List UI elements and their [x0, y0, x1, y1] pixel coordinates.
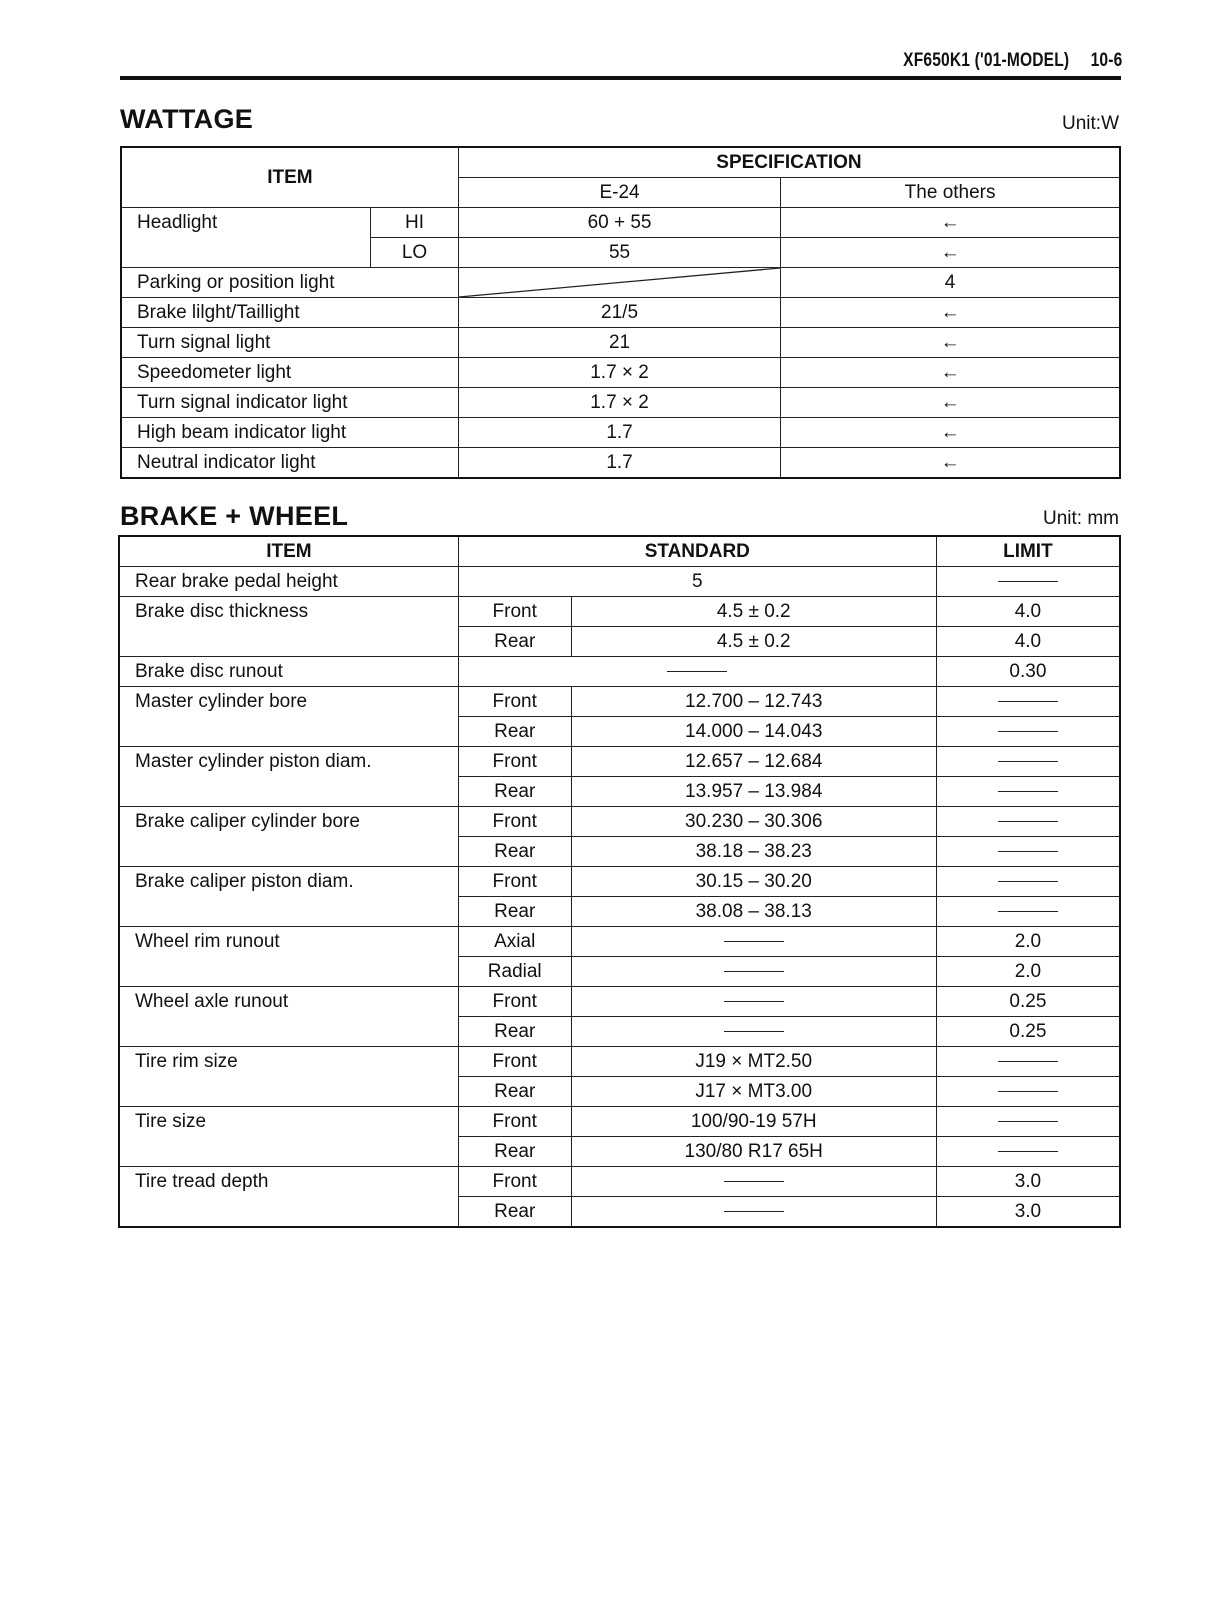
table-row: [119, 927, 1120, 957]
row-standard: [571, 1017, 936, 1047]
headlight-label: Headlight: [121, 208, 371, 268]
dash: [998, 701, 1058, 702]
parking-label: Parking or position light: [121, 268, 458, 298]
row-limit: 4.0: [936, 597, 1120, 627]
row-item: Turn signal indicator light: [121, 388, 458, 418]
row-standard: 30.15 – 30.20: [571, 867, 936, 897]
row-limit: 0.25: [936, 1017, 1120, 1047]
row-standard: 12.700 – 12.743: [571, 687, 936, 717]
model-label: XF650K1 ('01-MODEL): [902, 50, 1069, 71]
row-item: Brake caliper cylinder bore: [119, 807, 458, 867]
row-position: Front: [458, 687, 571, 717]
diagonal-line: [459, 268, 780, 297]
dash: [724, 1181, 784, 1182]
header-rule: [120, 76, 1121, 80]
dash: [998, 851, 1058, 852]
row-e24: 1.7 × 2: [458, 358, 780, 388]
wattage-col-spec: SPECIFICATION: [458, 147, 1120, 178]
brake-col-standard: STANDARD: [458, 536, 936, 567]
row-limit: [936, 777, 1120, 807]
row-others: ←: [781, 448, 1120, 479]
row-position: Front: [458, 1107, 571, 1137]
row-item: Rear brake pedal height: [119, 567, 458, 597]
row-position: Rear: [458, 1197, 571, 1228]
dash: [998, 1151, 1058, 1152]
row-position: Front: [458, 747, 571, 777]
dash: [998, 761, 1058, 762]
table-row: [119, 987, 1120, 1017]
dash: [724, 1001, 784, 1002]
headlight-lo-e24: 55: [458, 238, 780, 268]
row-others: ←: [781, 418, 1120, 448]
row-position: Front: [458, 807, 571, 837]
dash: [998, 881, 1058, 882]
table-row: [119, 867, 1120, 897]
row-standard: [458, 657, 936, 687]
row-standard: [571, 1167, 936, 1197]
row-e24: 21/5: [458, 298, 780, 328]
table-row: [121, 298, 1120, 328]
row-others: ←: [781, 328, 1120, 358]
page-number: 10-6: [1090, 50, 1122, 71]
row-limit: 0.25: [936, 987, 1120, 1017]
row-item: Tire rim size: [119, 1047, 458, 1107]
brake-wheel-table: [118, 535, 1121, 1228]
table-row: [119, 1167, 1120, 1197]
headlight-hi-others: ←: [781, 208, 1120, 238]
headlight-hi: HI: [371, 208, 459, 238]
dash: [724, 1211, 784, 1212]
brake-unit: Unit: mm: [1043, 508, 1119, 529]
table-row: [119, 567, 1120, 597]
row-e24: 1.7 × 2: [458, 388, 780, 418]
table-row: [119, 597, 1120, 627]
row-standard: 4.5 ± 0.2: [571, 627, 936, 657]
dash: [724, 971, 784, 972]
dash: [998, 911, 1058, 912]
row-limit: [936, 747, 1120, 777]
row-item: Wheel rim runout: [119, 927, 458, 987]
row-standard: [571, 1197, 936, 1228]
table-row: [119, 1107, 1120, 1137]
brake-col-item: ITEM: [119, 536, 458, 567]
row-item: Brake disc thickness: [119, 597, 458, 657]
row-item: Tire tread depth: [119, 1167, 458, 1228]
row-item: Master cylinder piston diam.: [119, 747, 458, 807]
row-position: Front: [458, 1047, 571, 1077]
row-limit: 2.0: [936, 957, 1120, 987]
row-limit: [936, 837, 1120, 867]
row-standard: 5: [458, 567, 936, 597]
row-item: Wheel axle runout: [119, 987, 458, 1047]
table-row: [119, 1047, 1120, 1077]
row-position: Front: [458, 1167, 571, 1197]
row-others: ←: [781, 298, 1120, 328]
row-e24: 1.7: [458, 448, 780, 479]
brake-title: BRAKE + WHEEL: [120, 501, 349, 531]
row-limit: 2.0: [936, 927, 1120, 957]
row-standard: 38.18 – 38.23: [571, 837, 936, 867]
table-row: [121, 328, 1120, 358]
row-standard: 130/80 R17 65H: [571, 1137, 936, 1167]
table-row: [121, 208, 1120, 238]
headlight-lo-others: ←: [781, 238, 1120, 268]
row-limit: [936, 867, 1120, 897]
table-row: [119, 747, 1120, 777]
row-e24: 1.7: [458, 418, 780, 448]
wattage-col-e24: E-24: [458, 178, 780, 208]
dash: [998, 581, 1058, 582]
row-limit: 3.0: [936, 1167, 1120, 1197]
table-row: [121, 388, 1120, 418]
row-item: Brake lilght/Taillight: [121, 298, 458, 328]
row-position: Rear: [458, 777, 571, 807]
row-limit: [936, 1077, 1120, 1107]
table-row: [121, 448, 1120, 479]
row-limit: [936, 717, 1120, 747]
dash: [998, 1091, 1058, 1092]
row-item: Brake disc runout: [119, 657, 458, 687]
row-item: Master cylinder bore: [119, 687, 458, 747]
table-row: [119, 657, 1120, 687]
table-row: [121, 418, 1120, 448]
row-limit: 3.0: [936, 1197, 1120, 1228]
row-standard: 4.5 ± 0.2: [571, 597, 936, 627]
row-standard: 12.657 – 12.684: [571, 747, 936, 777]
row-others: ←: [781, 358, 1120, 388]
not-applicable-cell: [458, 268, 780, 298]
table-row: [119, 807, 1120, 837]
row-position: Rear: [458, 837, 571, 867]
table-row: [121, 358, 1120, 388]
table-row: [121, 268, 1120, 298]
row-e24: 21: [458, 328, 780, 358]
table-row: [119, 687, 1120, 717]
row-standard: [571, 987, 936, 1017]
row-standard: 14.000 – 14.043: [571, 717, 936, 747]
row-position: Rear: [458, 1077, 571, 1107]
row-position: Rear: [458, 627, 571, 657]
row-limit: 4.0: [936, 627, 1120, 657]
row-limit: [936, 687, 1120, 717]
row-others: ←: [781, 388, 1120, 418]
wattage-table: [120, 146, 1121, 479]
row-limit: [936, 897, 1120, 927]
row-item: Brake caliper piston diam.: [119, 867, 458, 927]
dash: [724, 941, 784, 942]
row-position: Rear: [458, 1137, 571, 1167]
row-item: Speedometer light: [121, 358, 458, 388]
row-limit: [936, 1137, 1120, 1167]
row-position: Front: [458, 597, 571, 627]
dash: [998, 791, 1058, 792]
dash: [998, 821, 1058, 822]
row-standard: 13.957 – 13.984: [571, 777, 936, 807]
dash: [998, 1061, 1058, 1062]
row-position: Rear: [458, 897, 571, 927]
parking-others: 4: [781, 268, 1120, 298]
row-limit: [936, 567, 1120, 597]
wattage-unit: Unit:W: [1062, 113, 1119, 134]
row-position: Rear: [458, 717, 571, 747]
dash: [667, 671, 727, 672]
row-position: Front: [458, 867, 571, 897]
row-position: Axial: [458, 927, 571, 957]
row-standard: 30.230 – 30.306: [571, 807, 936, 837]
headlight-hi-e24: 60 + 55: [458, 208, 780, 238]
row-position: Front: [458, 987, 571, 1017]
row-standard: 38.08 – 38.13: [571, 897, 936, 927]
wattage-col-item: ITEM: [121, 147, 458, 208]
row-standard: 100/90-19 57H: [571, 1107, 936, 1137]
dash: [998, 1121, 1058, 1122]
brake-col-limit: LIMIT: [936, 536, 1120, 567]
wattage-title: WATTAGE: [120, 104, 254, 134]
row-standard: [571, 927, 936, 957]
row-item: Turn signal light: [121, 328, 458, 358]
row-position: Radial: [458, 957, 571, 987]
row-standard: J19 × MT2.50: [571, 1047, 936, 1077]
row-standard: J17 × MT3.00: [571, 1077, 936, 1107]
headlight-lo: LO: [371, 238, 459, 268]
dash: [724, 1031, 784, 1032]
row-limit: [936, 1047, 1120, 1077]
row-limit: [936, 807, 1120, 837]
page-header: [903, 50, 1122, 72]
row-limit: [936, 1107, 1120, 1137]
wattage-col-others: The others: [781, 178, 1120, 208]
row-item: High beam indicator light: [121, 418, 458, 448]
row-item: Neutral indicator light: [121, 448, 458, 479]
row-limit: 0.30: [936, 657, 1120, 687]
row-standard: [571, 957, 936, 987]
row-position: Rear: [458, 1017, 571, 1047]
row-item: Tire size: [119, 1107, 458, 1167]
dash: [998, 731, 1058, 732]
